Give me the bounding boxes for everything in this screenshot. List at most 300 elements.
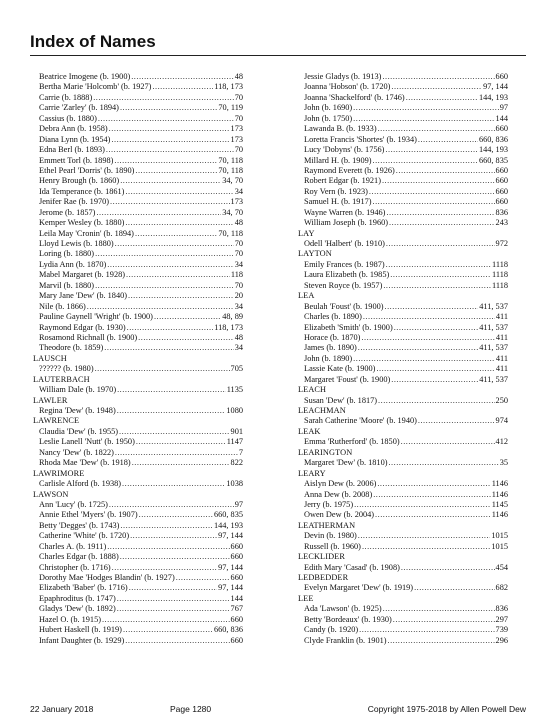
dot-leader (115, 448, 238, 458)
entry-name: Carlisle Alford (b. 1938) (39, 479, 122, 489)
dot-leader (117, 406, 226, 416)
entry-page-refs: 411 (495, 353, 508, 363)
entry-page-refs: 144 (230, 593, 243, 603)
entry-name: Kemper Wesley (b. 1880) (39, 218, 125, 228)
entry-page-refs: 1015 (491, 541, 508, 551)
index-entry (33, 302, 243, 312)
entry-page-refs: 1118 (492, 259, 508, 269)
index-entry (33, 114, 243, 124)
surname-label: LEDBEDDER (298, 573, 349, 582)
footer-date: 22 January 2018 (30, 704, 94, 714)
index-entry (33, 479, 243, 489)
entry-page-refs: 97, 144 (218, 562, 243, 572)
index-entry (298, 531, 508, 541)
entry-page-refs: 1146 (491, 510, 508, 520)
surname-label: LAWRIMORE (33, 468, 85, 478)
dot-leader (391, 375, 478, 385)
dot-leader (388, 636, 495, 646)
entry-page-refs: 118, 173 (214, 82, 243, 92)
dot-leader (120, 176, 221, 186)
surname-heading (298, 385, 508, 395)
index-entry (298, 458, 508, 468)
dot-leader (109, 500, 234, 510)
index-entry (33, 312, 243, 322)
entry-page-refs: 144 (495, 113, 508, 123)
surname-heading (33, 416, 243, 426)
index-entry (33, 197, 243, 207)
entry-name: Marvil (b. 1880) (39, 280, 95, 290)
entry-page-refs: 660 (495, 165, 508, 175)
index-entry (33, 458, 243, 468)
entry-name: Rhoda Mae 'Dew' (b. 1918) (39, 458, 131, 468)
surname-label: LAWRENCE (33, 416, 80, 426)
entry-page-refs: 660 (230, 614, 243, 624)
entry-page-refs: 118, 173 (214, 322, 243, 332)
dot-leader (361, 333, 494, 343)
dot-leader (385, 302, 479, 312)
entry-name: Owen Dew (b. 2004) (304, 510, 375, 520)
index-entry (33, 124, 243, 134)
entry-page-refs: 411 (495, 332, 508, 342)
dot-leader (93, 93, 233, 103)
index-entry (298, 82, 508, 92)
entry-name: Russell (b. 1960) (304, 541, 361, 551)
entry-name: Elizabeth 'Baber' (b. 1716) (39, 583, 128, 593)
index-entry (33, 636, 243, 646)
surname-label: LEACHMAN (298, 406, 346, 415)
entry-page-refs: 660 (495, 124, 508, 134)
entry-page-refs: 1147 (226, 437, 243, 447)
index-entry (298, 542, 508, 552)
entry-page-refs: 660 (230, 573, 243, 582)
index-entry (298, 103, 508, 113)
index-entry (33, 500, 243, 510)
entry-name: ?????? (b. 1980) (39, 364, 94, 374)
entry-page-refs: 836 (495, 207, 508, 217)
entry-name: Rosamond Richnall (b. 1900) (39, 332, 138, 342)
entry-name: Loring (b. 1880) (39, 249, 95, 259)
entry-page-refs: 836 (495, 604, 508, 614)
entry-page-refs: 70, 119 (218, 103, 243, 113)
index-entry (33, 406, 243, 416)
dot-leader (401, 437, 495, 447)
dot-leader (122, 479, 225, 489)
entry-name: Ida Temperance (b. 1861) (39, 186, 125, 196)
entry-page-refs: 144, 193 (213, 520, 243, 530)
entry-name: Edith Mary 'Casad' (b. 1908) (304, 562, 400, 572)
entry-name: Joanna 'Shackelford' (b. 1746) (304, 92, 405, 102)
entry-page-refs: 1145 (491, 499, 508, 509)
dot-leader (111, 135, 229, 145)
index-entry (298, 500, 508, 510)
entry-page-refs: 411 (495, 364, 508, 374)
index-entry (33, 166, 243, 176)
surname-heading (298, 249, 508, 259)
index-entry (298, 479, 508, 489)
dot-leader (98, 114, 234, 124)
entry-name: Annie Ethel 'Myers' (b. 1907) (39, 510, 138, 520)
index-entry (298, 364, 508, 374)
surname-heading (298, 594, 508, 604)
dot-leader (353, 354, 495, 364)
entry-name: Clyde Franklin (b. 1901) (304, 635, 387, 645)
entry-page-refs: 660 (495, 197, 508, 207)
entry-name: Edna Berl (b. 1893) (39, 145, 105, 155)
entry-page-refs: 822 (230, 458, 243, 468)
entry-page-refs: 144, 193 (478, 145, 508, 155)
entry-name: Aislyn Dew (b. 2006) (304, 479, 377, 489)
index-entry (33, 82, 243, 92)
dot-leader (354, 500, 491, 510)
dot-leader (359, 625, 494, 635)
index-entry (33, 93, 243, 103)
entry-name: Charles (b. 1890) (304, 312, 362, 322)
entry-page-refs: 660, 836 (213, 625, 243, 635)
entry-page-refs: 454 (495, 562, 508, 572)
entry-name: Sarah Catherine 'Moore' (b. 1940) (304, 416, 417, 426)
entry-name: Hubert Haskell (b. 1919) (39, 625, 122, 635)
entry-name: Odell 'Halbert' (b. 1910) (304, 239, 385, 248)
dot-leader (406, 93, 478, 103)
surname-heading (298, 521, 508, 531)
dot-leader (385, 145, 478, 155)
index-entry (33, 281, 243, 291)
entry-page-refs: 20 (234, 291, 243, 301)
index-entry (33, 615, 243, 625)
entry-page-refs: 118 (230, 270, 243, 280)
surname-label: LEATHERMAN (298, 520, 356, 530)
entry-page-refs: 660 (230, 541, 243, 551)
surname-heading (33, 396, 243, 406)
index-entry (298, 187, 508, 197)
entry-page-refs: 70 (234, 145, 243, 155)
dot-leader (396, 166, 495, 176)
entry-page-refs: 660, 835 (478, 155, 508, 165)
entry-page-refs: 70, 118 (218, 165, 243, 175)
entry-page-refs: 1135 (226, 385, 243, 395)
entry-page-refs: 1015 (491, 531, 508, 541)
entry-name: Robert Edgar (b. 1921) (304, 176, 381, 186)
index-entry (298, 510, 508, 520)
entry-name: Charles Edgar (b. 1888) (39, 552, 119, 562)
surname-label: LAY (298, 228, 315, 238)
index-entry (298, 490, 508, 500)
dot-leader (135, 229, 217, 239)
entry-name: Hazel O. (b. 1915) (39, 614, 101, 624)
surname-heading (298, 469, 508, 479)
entry-page-refs: 682 (495, 583, 508, 593)
entry-page-refs: 1118 (492, 280, 508, 290)
entry-page-refs: 70, 118 (218, 155, 243, 165)
entry-name: Margaret 'Dew' (b. 1810) (304, 458, 388, 468)
dot-leader (176, 573, 230, 583)
dot-leader (120, 521, 213, 531)
surname-label: LAWSON (33, 489, 69, 499)
dot-leader (119, 427, 230, 437)
surname-heading (298, 427, 508, 437)
entry-name: Leslie Lanell 'Nutt' (b. 1950) (39, 437, 135, 447)
entry-name: Betty 'Degges' (b. 1743) (39, 520, 120, 530)
dot-leader (107, 260, 233, 270)
surname-heading (298, 552, 508, 562)
index-entry (33, 521, 243, 531)
entry-name: Beatrice Imogene (b. 1900) (39, 72, 131, 81)
dot-leader (382, 72, 494, 82)
entry-page-refs: 243 (495, 218, 508, 228)
dot-leader (95, 281, 234, 291)
index-entry (33, 573, 243, 583)
index-entry (298, 604, 508, 614)
surname-label: LAUSCH (33, 353, 67, 363)
dot-leader (393, 615, 495, 625)
entry-page-refs: 974 (495, 416, 508, 426)
index-entry (298, 636, 508, 646)
index-entry (298, 135, 508, 145)
dot-leader (95, 249, 234, 259)
entry-name: Jessie Gladys (b. 1913) (304, 72, 382, 81)
dot-leader (115, 239, 234, 249)
entry-name: Regina 'Dew' (b. 1948) (39, 406, 116, 415)
index-entry (298, 615, 508, 625)
entry-name: Beulah 'Foust' (b. 1900) (304, 301, 384, 311)
entry-name: Jenifer Rae (b. 1970) (39, 197, 110, 207)
dot-leader (126, 270, 230, 280)
entry-name: John (b. 1690) (304, 103, 353, 113)
entry-name: Loretta Francis 'Shortes' (b. 1934) (304, 134, 417, 144)
entry-name: Horace (b. 1870) (304, 332, 361, 342)
dot-leader (109, 124, 230, 134)
entry-name: Jerome (b. 1857) (39, 207, 96, 217)
dot-leader (373, 197, 495, 207)
left-index-column (33, 72, 243, 646)
dot-leader (96, 208, 221, 218)
index-entry (33, 510, 243, 520)
index-entry (33, 583, 243, 593)
surname-label: LECKLIDER (298, 552, 345, 562)
index-entry (33, 625, 243, 635)
entry-name: Elizabeth 'Smith' (b. 1900) (304, 322, 393, 332)
index-entry (33, 135, 243, 145)
entry-name: Catherine 'White' (b. 1720) (39, 531, 130, 541)
entry-name: Nile (b. 1866) (39, 301, 86, 311)
index-entry (298, 437, 508, 447)
entry-name: Millard H. (b. 1909) (304, 155, 372, 165)
entry-page-refs: 34 (234, 301, 243, 311)
entry-page-refs: 70 (234, 113, 243, 123)
index-entry (298, 563, 508, 573)
entry-page-refs: 1080 (226, 406, 243, 415)
entry-page-refs: 660 (495, 176, 508, 186)
index-entry (33, 427, 243, 437)
index-entry (298, 625, 508, 635)
surname-heading (298, 573, 508, 583)
dot-leader (386, 208, 494, 218)
surname-heading (33, 375, 243, 385)
entry-name: Devin (b. 1980) (304, 531, 357, 541)
entry-name: Lucy 'Dobyns' (b. 1756) (304, 145, 385, 155)
index-entry (33, 72, 243, 82)
entry-page-refs: 48, 89 (222, 312, 243, 322)
surname-label: LEARINGTON (298, 447, 353, 457)
entry-name: Joanna 'Hobson' (b. 1720) (304, 82, 391, 92)
entry-page-refs: 250 (495, 395, 508, 405)
entry-page-refs: 34 (234, 343, 243, 353)
entry-name: Anna Dew (b. 2008) (304, 489, 373, 499)
entry-name: Infant Daughter (b. 1929) (39, 635, 125, 645)
dot-leader (383, 281, 491, 291)
index-entry (298, 354, 508, 364)
dot-leader (130, 531, 217, 541)
index-entry (33, 437, 243, 447)
dot-leader (375, 510, 491, 520)
dot-leader (362, 542, 490, 552)
dot-leader (127, 323, 214, 333)
entry-name: William Dale (b. 1970) (39, 385, 117, 395)
dot-leader (152, 82, 213, 92)
entry-page-refs: 7 (238, 447, 243, 457)
index-entry (298, 93, 508, 103)
index-entry (33, 145, 243, 155)
surname-heading (298, 406, 508, 416)
entry-page-refs: 70 (234, 92, 243, 102)
index-entry (33, 239, 243, 249)
index-entry (33, 260, 243, 270)
index-entry (33, 531, 243, 541)
entry-name: Raymond Edgar (b. 1930) (39, 322, 126, 332)
surname-label: LAYTON (298, 249, 332, 259)
entry-page-refs: 70 (234, 249, 243, 259)
index-entry (33, 218, 243, 228)
index-entry (298, 333, 508, 343)
index-entry (33, 103, 243, 113)
entry-name: Leila May 'Cronin' (b. 1894) (39, 228, 134, 238)
entry-page-refs: 660, 835 (213, 510, 243, 520)
entry-name: Theodore (b. 1859) (39, 343, 104, 353)
entry-page-refs: 48 (234, 72, 243, 81)
index-entry (33, 604, 243, 614)
index-entry (33, 333, 243, 343)
entry-name: Bertha Marie 'Holcomb' (b. 1927) (39, 82, 152, 92)
surname-heading (33, 469, 243, 479)
surname-heading (298, 291, 508, 301)
entry-page-refs: 34, 70 (222, 207, 243, 217)
dot-leader (87, 302, 234, 312)
entry-page-refs: 660, 836 (478, 134, 508, 144)
dot-leader (110, 197, 230, 207)
index-entry (298, 396, 508, 406)
entry-page-refs: 411, 537 (479, 343, 508, 353)
footer-page-number: Page 1280 (170, 704, 212, 714)
dot-leader (132, 458, 230, 468)
dot-leader (386, 239, 495, 249)
surname-label: LEAK (298, 426, 321, 436)
dot-leader (418, 416, 495, 426)
entry-name: Lawanda B. (b. 1933) (304, 124, 377, 134)
index-entry (298, 302, 508, 312)
surname-label: LEE (298, 593, 314, 603)
surname-heading (33, 490, 243, 500)
dot-leader (378, 396, 495, 406)
index-entry (33, 208, 243, 218)
dot-leader (138, 333, 234, 343)
dot-leader (120, 103, 217, 113)
index-entry (33, 187, 243, 197)
dot-leader (106, 145, 234, 155)
entry-page-refs: 70, 118 (218, 228, 243, 238)
dot-leader (128, 291, 234, 301)
entry-page-refs: 705 (230, 364, 243, 374)
entry-name: Mabel Margaret (b. 1928) (39, 270, 126, 280)
entry-page-refs: 1146 (491, 489, 508, 499)
entry-page-refs: 1146 (491, 479, 508, 489)
index-entry (33, 291, 243, 301)
dot-leader (102, 615, 230, 625)
entry-name: Steven Royce (b. 1957) (304, 280, 383, 290)
surname-heading (298, 229, 508, 239)
entry-name: Ada 'Lawson' (b. 1925) (304, 604, 382, 614)
dot-leader (383, 604, 495, 614)
dot-leader (373, 490, 491, 500)
entry-name: John (b. 1750) (304, 113, 353, 123)
entry-page-refs: 97 (499, 103, 508, 113)
surname-label: LEACH (298, 385, 327, 395)
entry-page-refs: 739 (495, 625, 508, 635)
index-entry (33, 563, 243, 573)
entry-name: Charles A. (b. 1911) (39, 541, 107, 551)
entry-name: Lloyd Lewis (b. 1880) (39, 239, 114, 248)
dot-leader (394, 323, 479, 333)
dot-leader (125, 636, 229, 646)
entry-name: Mary Jane 'Dew' (b. 1840) (39, 291, 128, 301)
index-entry (298, 323, 508, 333)
dot-leader (373, 156, 478, 166)
entry-page-refs: 296 (495, 635, 508, 645)
entry-page-refs: 97, 144 (218, 583, 243, 593)
entry-page-refs: 34, 70 (222, 176, 243, 186)
index-entry (298, 176, 508, 186)
entry-name: Debra Ann (b. 1958) (39, 124, 108, 134)
entry-page-refs: 660 (230, 635, 243, 645)
surname-label: LAUTERBACH (33, 374, 90, 384)
dot-leader (389, 218, 495, 228)
dot-leader (120, 552, 230, 562)
entry-name: Nancy 'Dew' (b. 1822) (39, 447, 114, 457)
entry-page-refs: 173 (230, 134, 243, 144)
entry-page-refs: 48 (234, 218, 243, 228)
dot-leader (125, 218, 233, 228)
index-entry (298, 343, 508, 353)
dot-leader (107, 542, 229, 552)
index-entry (298, 416, 508, 426)
dot-leader (131, 72, 233, 82)
entry-page-refs: 173 (230, 124, 243, 134)
dot-leader (117, 604, 230, 614)
entry-name: Roy Vern (b. 1923) (304, 186, 368, 196)
index-entry (298, 114, 508, 124)
dot-leader (376, 364, 494, 374)
entry-page-refs: 901 (230, 426, 243, 436)
dot-leader (386, 260, 491, 270)
entry-page-refs: 1038 (226, 479, 243, 489)
entry-name: Epaphroditus (b. 1747) (39, 593, 116, 603)
entry-page-refs: 411 (495, 312, 508, 322)
entry-name: Evelyn Margaret 'Dew' (b. 1919) (304, 583, 414, 593)
dot-leader (391, 82, 482, 92)
entry-page-refs: 767 (230, 604, 243, 614)
dot-leader (363, 312, 495, 322)
index-entry (33, 594, 243, 604)
entry-page-refs: 297 (495, 614, 508, 624)
